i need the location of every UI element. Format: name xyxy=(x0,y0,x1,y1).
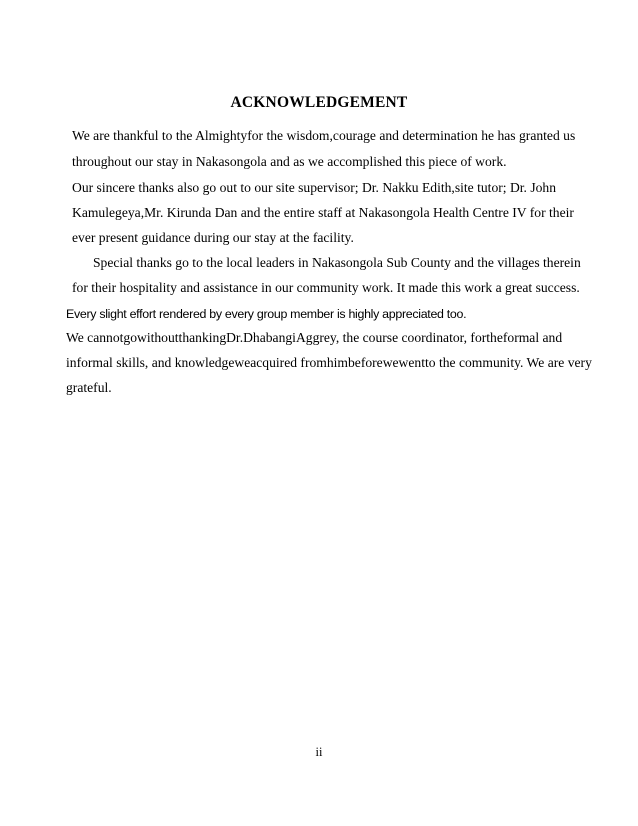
body-line-5: ever present guidance during our stay at the facility. xyxy=(72,230,354,245)
body-line-8: Every slight effort rendered by every group member is highly appreciated too. xyxy=(66,307,467,321)
body-line-9: We cannotgowithoutthankingDr.DhabangiAggrey, the course coordinator, fortheformal and xyxy=(66,330,563,345)
body-line-11: grateful. xyxy=(66,380,112,395)
body-line-1: We are thankful to the Almightyfor the wisdom,courage and determination he has granted us xyxy=(72,128,576,143)
page-number: ii xyxy=(315,745,323,759)
page-title: ACKNOWLEDGEMENT xyxy=(230,94,408,111)
body-line-6: Special thanks go to the local leaders in Nakasongola Sub County and the villages therein xyxy=(93,255,581,270)
body-line-10: informal skills, and knowledgeweacquired fromhimbeforewewentto the community. We are very xyxy=(66,355,592,370)
body-line-3: Our sincere thanks also go out to our site supervisor; Dr. Nakku Edith,site tutor; Dr. John xyxy=(72,180,557,195)
body-line-2: throughout our stay in Nakasongola and as we accomplished this piece of work. xyxy=(72,154,507,169)
body-line-4: Kamulegeya,Mr. Kirunda Dan and the entire staff at Nakasongola Health Centre IV for their xyxy=(72,205,574,220)
body-line-7: for their hospitality and assistance in our community work. It made this work a great success. xyxy=(72,280,580,295)
